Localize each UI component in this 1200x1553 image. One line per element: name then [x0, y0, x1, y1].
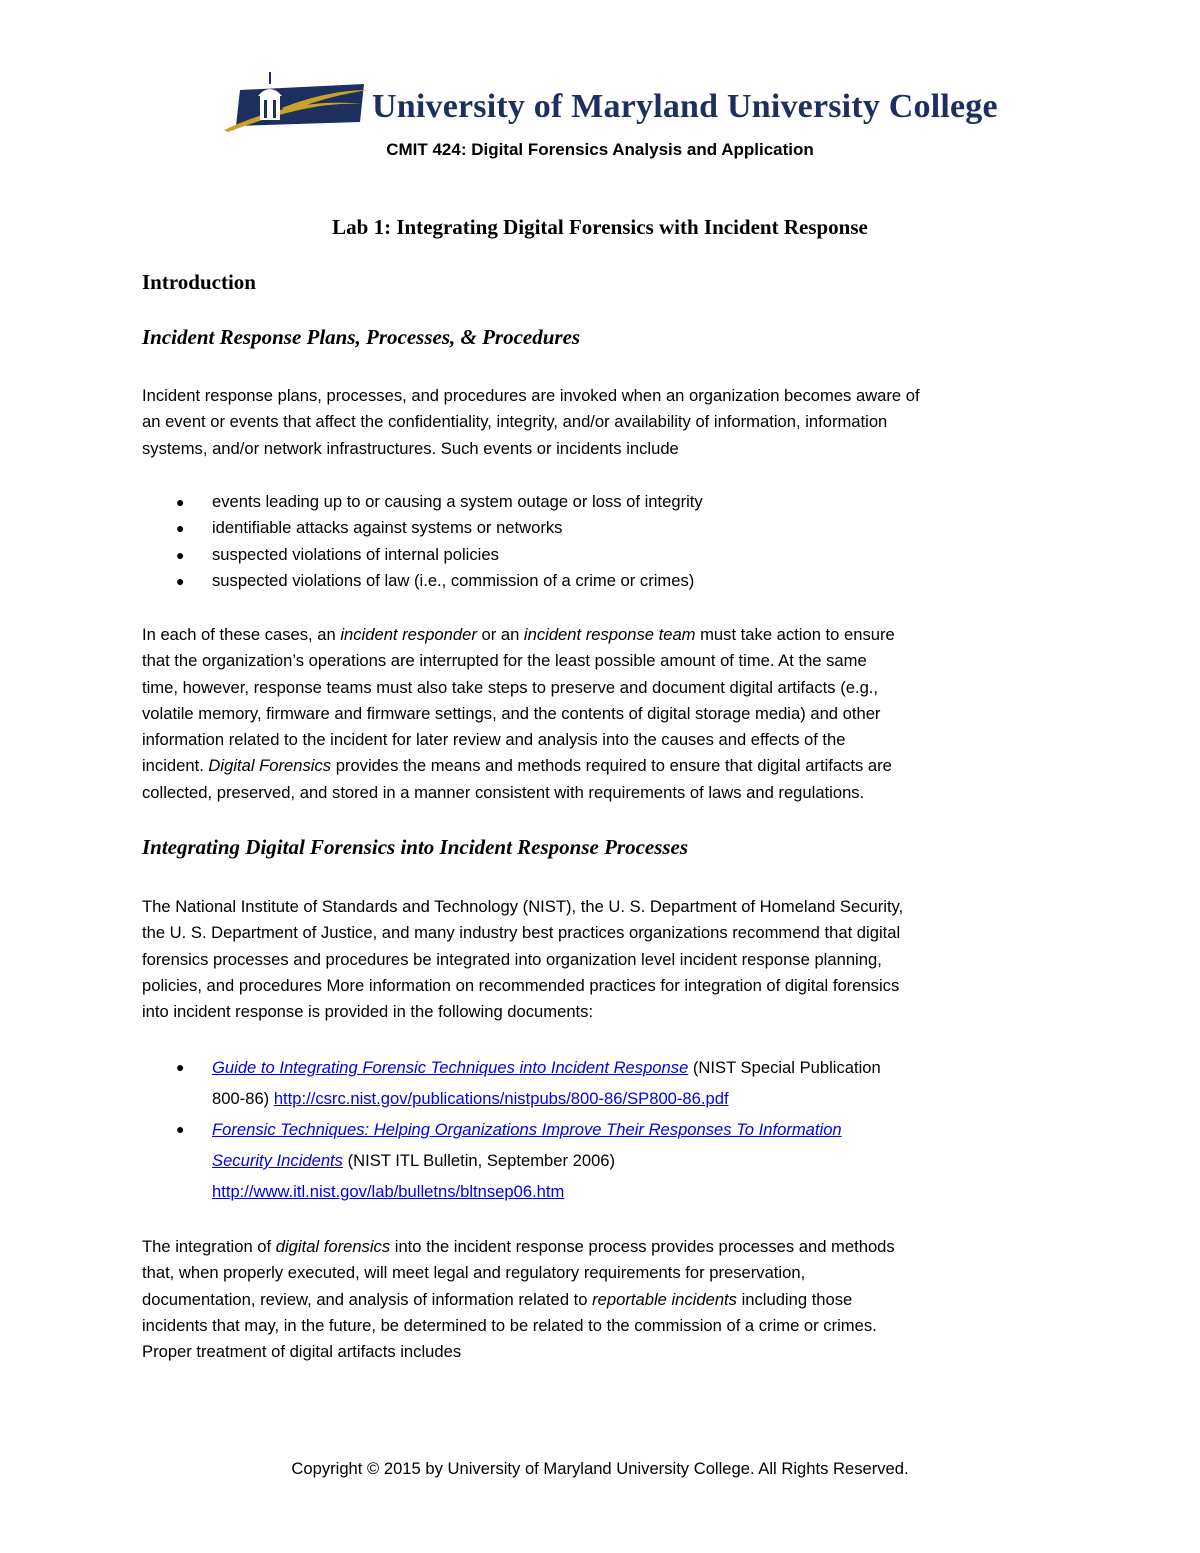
text-line: that the organization’s operations are interrupted for the least possible amount of time. At the same	[142, 651, 867, 671]
text-line	[212, 1114, 1062, 1145]
list-item	[142, 542, 1062, 568]
text-line: Proper treatment of digital artifacts includes	[142, 1342, 462, 1362]
bulletin-url-link[interactable]: http://www.itl.nist.gov/lab/bulletns/bltnsep06.htm	[212, 1182, 565, 1201]
text-line: incidents that may, in the future, be determined to be related to the commission of a crime or crimes.	[142, 1315, 877, 1335]
list-item	[142, 568, 1062, 594]
text-line: collected, preserved, and stored in a manner consistent with requirements of laws and regulations.	[142, 782, 865, 802]
text-line	[212, 1083, 1062, 1114]
text-line	[142, 753, 1062, 779]
list-item-sp800-86	[142, 1052, 1062, 1114]
copyright-footer: Copyright © 2015 by University of Maryland University College. All Rights Reserved.	[291, 1459, 909, 1478]
emphasis-text: digital forensics	[275, 1237, 391, 1256]
list-item-text: events leading up to or causing a system outage or loss of integrity	[212, 492, 703, 511]
emphasis-text: reportable incidents	[592, 1289, 737, 1309]
paragraph-integration-benefits	[142, 1234, 1062, 1365]
text-run: The integration of	[142, 1237, 276, 1256]
introduction-heading: Introduction	[142, 270, 256, 294]
text-line: into incident response is provided in the following documents:	[142, 1002, 594, 1022]
reference-documents-list	[142, 1052, 1062, 1207]
list-item-text: identifiable attacks against systems or networks	[212, 518, 563, 538]
paragraph-nist-recommendations	[142, 894, 1062, 1025]
emphasis-text: incident response team	[523, 625, 696, 644]
incident-types-list	[142, 489, 1062, 594]
text-line: The National Institute of Standards and Technology (NIST), the U. S. Department of Homeland Security,	[142, 897, 904, 916]
emphasis-text: incident responder	[340, 625, 477, 644]
bulletin-title-link-cont[interactable]: Security Incidents	[212, 1151, 343, 1170]
paragraph-responder-actions	[142, 622, 1062, 806]
emphasis-text: Digital Forensics	[208, 756, 332, 776]
doc-note: 800-86)	[212, 1089, 274, 1108]
list-item-text: suspected violations of law (i.e., commission of a crime or crimes)	[212, 570, 695, 590]
doc-note: (NIST Special Publication	[688, 1058, 881, 1077]
text-run: or an	[476, 625, 524, 644]
text-line	[142, 622, 1062, 648]
text-run: documentation, review, and analysis of information related to	[142, 1289, 593, 1309]
text-line	[142, 1234, 1062, 1260]
list-item-itl-bulletin	[142, 1114, 1062, 1207]
text-line: the U. S. Department of Justice, and many industry best practices organizations recommend that digital	[142, 923, 901, 943]
text-run: In each of these cases, an	[142, 625, 341, 644]
logo-wordmark: University of Maryland University College	[372, 88, 998, 125]
text-line: volatile memory, firmware and firmware settings, and the contents of digital storage media) and other	[142, 703, 881, 723]
text-run: into the incident response process provides processes and methods	[390, 1237, 895, 1256]
text-line: forensics processes and procedures be integrated into organization level incident response planning,	[142, 949, 882, 969]
bullet-icon: ●	[176, 1121, 185, 1137]
bullet-icon: ●	[176, 1059, 185, 1075]
text-line	[142, 1287, 1062, 1313]
bullet-icon: ●	[176, 520, 185, 537]
text-line: Incident response plans, processes, and procedures are invoked when an organization becomes aware of	[142, 386, 920, 405]
sp800-86-url-link[interactable]: http://csrc.nist.gov/publications/nistpubs/800-86/SP800-86.pdf	[273, 1089, 729, 1108]
bullet-icon: ●	[176, 494, 185, 510]
bulletin-title-link[interactable]: Forensic Techniques: Helping Organizations Improve Their Responses To Information	[212, 1120, 842, 1139]
text-line: time, however, response teams must also take steps to preserve and document digital artifacts (e.g.,	[142, 677, 879, 697]
text-line: that, when properly executed, will meet legal and regulatory requirements for preservation,	[142, 1263, 806, 1283]
doc-note: (NIST ITL Bulletin, September 2006)	[342, 1151, 616, 1170]
text-line: an event or events that affect the confidentiality, integrity, and/or availability of information, information	[142, 412, 888, 432]
text-line: information related to the incident for later review and analysis into the causes and effects of the	[142, 730, 846, 750]
list-item-text: suspected violations of internal policies	[212, 544, 499, 564]
list-item	[142, 515, 1062, 541]
text-run: provides the means and methods required to ensure that digital artifacts are	[331, 756, 892, 776]
bullet-icon: ●	[176, 546, 185, 563]
bullet-icon: ●	[176, 572, 185, 589]
section-heading-integrating: Integrating Digital Forensics into Incident Response Processes	[142, 835, 689, 859]
text-line	[212, 1052, 1062, 1083]
paragraph-incident-response-intro	[142, 383, 1062, 462]
text-line	[212, 1145, 1062, 1176]
text-line	[212, 1176, 1062, 1207]
guide-title-link[interactable]: Guide to Integrating Forensic Techniques into Incident Response	[212, 1058, 689, 1077]
page-title: Lab 1: Integrating Digital Forensics with Incident Response	[332, 215, 868, 239]
text-line: systems, and/or network infrastructures. Such events or incidents include	[142, 438, 679, 458]
text-run: incident.	[142, 756, 209, 776]
course-title: CMIT 424: Digital Forensics Analysis and Application	[386, 140, 814, 159]
text-line: policies, and procedures More information on recommended practices for integration of digital forensics	[142, 975, 900, 995]
section-heading-incident-response: Incident Response Plans, Processes, & Procedures	[142, 325, 581, 349]
list-item	[142, 489, 1062, 515]
text-run: including those	[736, 1289, 853, 1309]
text-run: must take action to ensure	[695, 625, 895, 644]
